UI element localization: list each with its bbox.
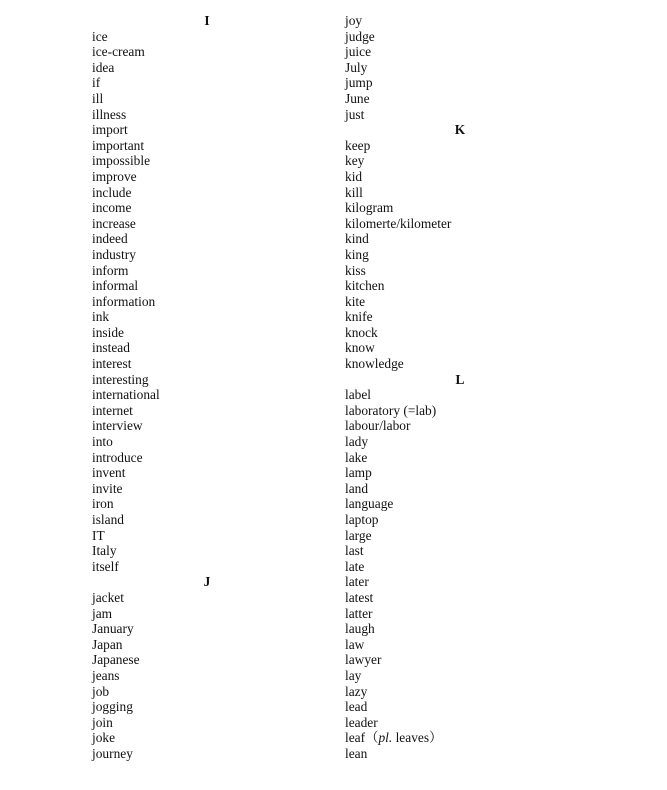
letter-heading: J xyxy=(203,574,211,590)
word-entry: key xyxy=(345,153,365,169)
right-word-column xyxy=(345,13,575,762)
word-entry: kill xyxy=(345,184,363,200)
word-entry: instead xyxy=(92,340,130,356)
word-entry: invite xyxy=(92,480,123,496)
word-entry: kitchen xyxy=(345,278,385,294)
letter-heading: I xyxy=(204,13,210,28)
word-entry: kind xyxy=(345,231,369,247)
word-entry: just xyxy=(345,106,365,122)
word-entry: knowledge xyxy=(345,356,404,372)
word-entry: itself xyxy=(92,558,119,574)
word-entry: kilomerte/kilometer xyxy=(345,215,452,231)
word-entry: know xyxy=(345,340,375,356)
word-entry: law xyxy=(345,636,365,652)
word-entry: latter xyxy=(345,605,373,621)
word-entry: joke xyxy=(92,730,116,746)
word-entry: if xyxy=(92,75,101,91)
word-entry: last xyxy=(345,543,364,559)
word-entry: kiss xyxy=(345,262,366,278)
word-entry: improve xyxy=(92,168,137,184)
word-entry: ice-cream xyxy=(92,44,145,60)
word-entry: IT xyxy=(92,527,105,543)
word-entry: indeed xyxy=(92,231,128,247)
word-entry: interest xyxy=(92,356,132,372)
word-entry: Italy xyxy=(92,543,117,559)
word-entry: July xyxy=(345,59,368,75)
word-entry: jam xyxy=(92,605,113,621)
word-entry: lead xyxy=(345,699,368,715)
word-entry: ill xyxy=(92,90,104,106)
word-entry: illness xyxy=(92,106,127,122)
word-entry: label xyxy=(345,387,372,403)
word-entry: judge xyxy=(345,28,375,44)
word-entry: ice xyxy=(92,28,108,44)
word-entry: kid xyxy=(345,168,363,184)
word-entry: impossible xyxy=(92,153,151,169)
letter-heading: K xyxy=(454,122,466,138)
word-entry: informal xyxy=(92,278,139,294)
word-entry: include xyxy=(92,184,132,200)
word-entry: lay xyxy=(345,667,362,683)
word-entry: inside xyxy=(92,324,124,340)
word-entry: jacket xyxy=(92,589,124,605)
word-entry: land xyxy=(345,480,369,496)
word-entry: lake xyxy=(345,449,368,465)
word-entry: income xyxy=(92,200,132,216)
word-entry: interesting xyxy=(92,371,149,387)
plural-form: leaves） xyxy=(392,730,443,746)
word-entry: late xyxy=(345,558,365,574)
word-entry: lady xyxy=(345,434,369,450)
word-entry: import xyxy=(92,122,128,138)
word-entry: joy xyxy=(345,13,363,28)
plural-abbreviation: pl. xyxy=(378,730,393,746)
word-entry: inform xyxy=(92,262,129,278)
word-entry: knife xyxy=(345,309,373,325)
word-entry: internet xyxy=(92,402,133,418)
word-entry: interview xyxy=(92,418,143,434)
word-entry: industry xyxy=(92,246,136,262)
word-entry: jeans xyxy=(92,667,120,683)
word-entry: language xyxy=(345,496,394,512)
word-entry xyxy=(345,730,575,746)
word-entry: island xyxy=(92,512,124,527)
word-entry: increase xyxy=(92,215,136,231)
word-entry: kite xyxy=(345,293,366,309)
word-entry: invent xyxy=(92,465,126,481)
word-entry: information xyxy=(92,293,156,309)
word-entry: knock xyxy=(345,324,378,340)
word-entry: Japanese xyxy=(92,652,140,668)
word-entry: lazy xyxy=(345,683,368,699)
word-entry: leader xyxy=(345,714,378,730)
word-entry: January xyxy=(92,621,134,637)
word-entry: kilogram xyxy=(345,200,394,216)
word-entry: June xyxy=(345,90,370,106)
word-entry: iron xyxy=(92,496,114,512)
word-entry: introduce xyxy=(92,449,143,465)
word-entry: idea xyxy=(92,59,115,75)
word-entry: large xyxy=(345,527,372,543)
word-entry: jogging xyxy=(92,699,133,715)
word-entry: laugh xyxy=(345,621,375,637)
word-entry: juice xyxy=(345,44,372,60)
word-entry: international xyxy=(92,387,160,403)
note-open: （ xyxy=(365,730,379,746)
word-entry: jump xyxy=(345,75,373,91)
word-entry: laboratory (=lab) xyxy=(345,402,437,418)
word-entry: latest xyxy=(345,589,374,605)
word-entry: later xyxy=(345,574,369,590)
word-entry: ink xyxy=(92,309,110,325)
word-entry: Japan xyxy=(92,636,123,652)
word-entry: journey xyxy=(92,745,133,761)
word-text: leaf xyxy=(345,730,366,746)
word-entry: lawyer xyxy=(345,652,382,668)
word-entry: labour/labor xyxy=(345,418,411,434)
word-entry: laptop xyxy=(345,512,379,527)
word-entry: king xyxy=(345,246,369,262)
word-entry: important xyxy=(92,137,145,153)
word-entry: join xyxy=(92,714,113,730)
word-entry: job xyxy=(92,683,110,699)
letter-heading: L xyxy=(455,371,465,387)
word-entry: lamp xyxy=(345,465,372,481)
word-entry: into xyxy=(92,434,113,450)
left-word-column xyxy=(92,13,322,762)
word-entry: lean xyxy=(345,745,368,761)
word-entry: keep xyxy=(345,137,371,153)
